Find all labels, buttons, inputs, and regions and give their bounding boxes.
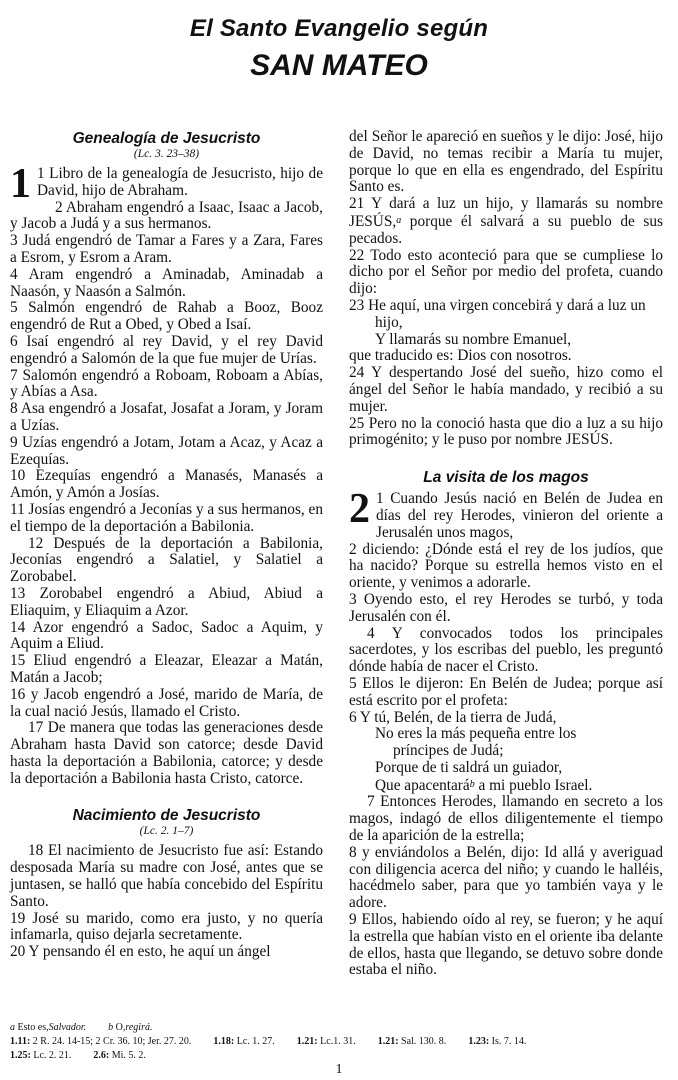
cross-ref-label: 2.6:: [93, 1050, 110, 1061]
verse-1-23-line-2: Y llamarás su nombre Emanuel,: [375, 330, 572, 348]
book-name: SAN MATEO: [250, 49, 428, 82]
cross-ref-text: 2 R. 24. 14-15; 2 Cr. 36. 10; Jer. 27. 20.: [32, 1036, 192, 1047]
parallel-reference: (Lc. 3. 23–38): [133, 148, 200, 160]
footnote-marker-a: a: [396, 214, 402, 226]
verse-1-6: 6 Isaí engendró al rey David, y el rey David engendró a Salomón de la que fue mujer de Urías.: [10, 332, 323, 367]
verse-1-4: 4 Aram engendró a Aminadab, Aminadab a Naasón, y Naasón a Salmón.: [10, 265, 323, 300]
verse-text: 21 Y dará a luz un hijo, y llamarás su nombre JESÚS,: [349, 195, 663, 230]
verse-1-20-start: 20 Y pensando él en esto, he aquí un ángel: [10, 943, 271, 961]
section-heading-magi: La visita de los magos: [423, 469, 589, 487]
verse-1-17: 17 De manera que todas las generaciones desde Abraham hasta David son catorce; desde David hasta la deportación a Babilonia, catorce; y desde la deportación a Babilonia hasta Cristo, catorce.: [10, 719, 323, 787]
footnote-text-b: O,: [115, 1022, 126, 1033]
cross-ref-text: Lc. 2. 21.: [33, 1050, 72, 1061]
verse-2-1: 1 Cuando Jesús nació en Belén de Judea en días del rey Herodes, vinieron del oriente a Jerusalén unos magos,: [376, 490, 663, 541]
book-title: El Santo Evangelio según: [189, 15, 489, 42]
cross-ref-text: Lc.1. 31.: [320, 1036, 356, 1047]
cross-ref-label: 1.23:: [468, 1036, 490, 1047]
verse-1-11: 11 Josías engendró a Jeconías y a sus hermanos, en el tiempo de la deportación a Babilonia.: [10, 500, 323, 535]
verse-1-19: 19 José su marido, como era justo, y no quería infamarla, quiso dejarla secretamente.: [10, 909, 323, 944]
verse-1-8: 8 Asa engendró a Josafat, Josafat a Joram, y Joram a Uzías.: [10, 400, 323, 434]
verse-1-12: 12 Después de la deportación a Babilonia, Jeconías engendró a Salatiel, y Salatiel a Zorobabel.: [10, 534, 323, 586]
verse-text: porque él salvará a su pueblo de sus pecados.: [349, 212, 663, 247]
verse-1-21: [349, 196, 663, 247]
left-column: [10, 130, 323, 961]
verse-1-25: 25 Pero no la conoció hasta que dio a luz a su hijo primogénito; y le puso por nombre JESÚS.: [349, 414, 663, 449]
cross-reference-row: [10, 1035, 670, 1049]
verse-2-7: 7 Entonces Herodes, llamando en secreto a los magos, indagó de ellos diligentemente el tiempo de la aparición de la estrella;: [349, 793, 663, 845]
page-number: 1: [335, 1062, 343, 1077]
parallel-reference: (Lc. 2. 1–7): [139, 825, 194, 838]
cross-ref-text: Mi. 5. 2.: [111, 1050, 146, 1061]
verse-1-24: 24 Y despertando José del sueño, hizo como el ángel del Señor le había mandado, y recibió a su mujer.: [349, 364, 663, 415]
verse-1-20-cont: del Señor le apareció en sueños y le dijo: José, hijo de David, no temas recibir a María tu mujer, porque lo que en ella es engendrado, del Espíritu Santo es.: [349, 128, 663, 196]
verse-1-1: 1 Libro de la genealogía de Jesucristo, hijo de David, hijo de Abraham.: [37, 165, 323, 199]
cross-ref-label: 1.18:: [213, 1036, 235, 1047]
verse-1-18: 18 El nacimiento de Jesucristo fue así: Estando desposada María su madre con José, antes que se juntasen, se halló que había concebido del Espíritu Santo.: [10, 842, 323, 910]
verse-1-2: 2 Abraham engendró a Isaac, Isaac a Jacob, y Jacob a Judá y a sus hermanos.: [10, 198, 323, 233]
footnote-label-a: a: [10, 1022, 15, 1033]
verse-2-6-line-3: príncipes de Judá;: [393, 742, 504, 760]
verse-2-4: 4 Y convocados todos los principales sacerdotes, y los escribas del pueblo, les preguntó dónde había de nacer el Cristo.: [349, 624, 663, 676]
cross-reference-row: [10, 1049, 670, 1063]
verse-1-14: 14 Azor engendró a Sadoc, Sadoc a Aquim, y Aquim a Eliud.: [10, 618, 323, 653]
verse-1-10: 10 Ezequías engendró a Manasés, Manasés a Amón, y Amón a Josías.: [10, 467, 323, 502]
cross-ref-text: Is. 7. 14.: [491, 1036, 527, 1047]
verse-2-6-line-4: Porque de ti saldrá un guiador,: [375, 758, 563, 776]
chapter-number-1: 1: [10, 161, 31, 207]
verse-text: a mi pueblo Israel.: [474, 776, 593, 794]
verse-1-5: 5 Salmón engendró de Rahab a Booz, Booz engendró de Rut a Obed, y Obed a Isaí.: [10, 299, 323, 334]
verse-2-3: 3 Oyendo esto, el rey Herodes se turbó, y toda Jerusalén con él.: [349, 590, 663, 625]
verse-1-3: 3 Judá engendró de Tamar a Fares y a Zara, Fares a Esrom, y Esrom a Aram.: [10, 232, 323, 266]
verse-2-6-line-1: 6 Y tú, Belén, de la tierra de Judá,: [349, 708, 557, 726]
footnotes: [10, 1021, 670, 1063]
right-column: [349, 129, 663, 979]
verse-1-22: 22 Todo esto aconteció para que se cumpliese lo dicho por el Señor por medio del profeta, cuando dijo:: [349, 246, 663, 298]
verse-1-13: 13 Zorobabel engendró a Abiud, Abiud a Eliaquim, y Eliaquim a Azor.: [10, 584, 323, 619]
cross-ref-label: 1.21:: [296, 1036, 318, 1047]
cross-ref-text: Lc. 1. 27.: [236, 1036, 275, 1047]
footnote-label-b: b: [108, 1022, 114, 1033]
verse-2-9: 9 Ellos, habiendo oído al rey, se fueron; y he aquí la estrella que habían visto en el oriente iba delante de ellos, hasta que llegando, se detuvo sobre donde estaba el niño.: [349, 911, 663, 979]
cross-ref-text: Sal. 130. 8.: [401, 1036, 447, 1047]
verse-2-6-line-5: [349, 777, 663, 795]
footnote-word-b: regirá.: [125, 1022, 153, 1033]
verse-text: Que apacentará: [375, 776, 470, 794]
footnote-text-a: Esto es,: [17, 1022, 49, 1033]
verse-2-2: 2 diciendo: ¿Dónde está el rey de los judíos, que ha nacido? Porque su estrella hemos visto en el oriente, y venimos a adorarle.: [349, 540, 663, 592]
verse-1-23-line-3: que traducido es: Dios con nosotros.: [349, 347, 572, 365]
cross-ref-label: 1.25:: [10, 1050, 31, 1061]
verse-2-6-line-2: No eres la más pequeña entre los: [375, 725, 577, 743]
verse-1-23-line-1: 23 He aquí, una virgen concebirá y dará a luz un hijo,: [349, 296, 646, 331]
verse-1-16: 16 y Jacob engendró a José, marido de María, de la cual nació Jesús, llamado el Cristo.: [10, 685, 323, 720]
verse-2-5: 5 Ellos le dijeron: En Belén de Judea; porque así está escrito por el profeta:: [349, 674, 663, 709]
chapter-number-2: 2: [349, 486, 370, 533]
verse-1-9: 9 Uzías engendró a Jotam, Jotam a Acaz, y Acaz a Ezequías.: [10, 433, 323, 468]
cross-ref-label: 1.11:: [10, 1036, 31, 1047]
cross-ref-label: 1.21:: [377, 1036, 399, 1047]
footnote-marker-b: b: [469, 778, 475, 790]
section-heading-birth: Nacimiento de Jesucristo: [72, 807, 261, 825]
footnote-row: [10, 1021, 670, 1035]
verse-1-7: 7 Salomón engendró a Roboam, Roboam a Abías, y Abías a Asa.: [10, 366, 323, 401]
footnote-word-a: Salvador.: [48, 1022, 87, 1033]
verse-1-15: 15 Eliud engendró a Eleazar, Eleazar a Matán, Matán a Jacob;: [10, 652, 323, 686]
verse-2-8: 8 y enviándolos a Belén, dijo: Id allá y averiguad con diligencia acerca del niño; y cuando le halléis, hacédmelo saber, para que yo también vaya y le adore.: [349, 843, 663, 912]
section-heading-genealogy: Genealogía de Jesucristo: [72, 130, 261, 147]
